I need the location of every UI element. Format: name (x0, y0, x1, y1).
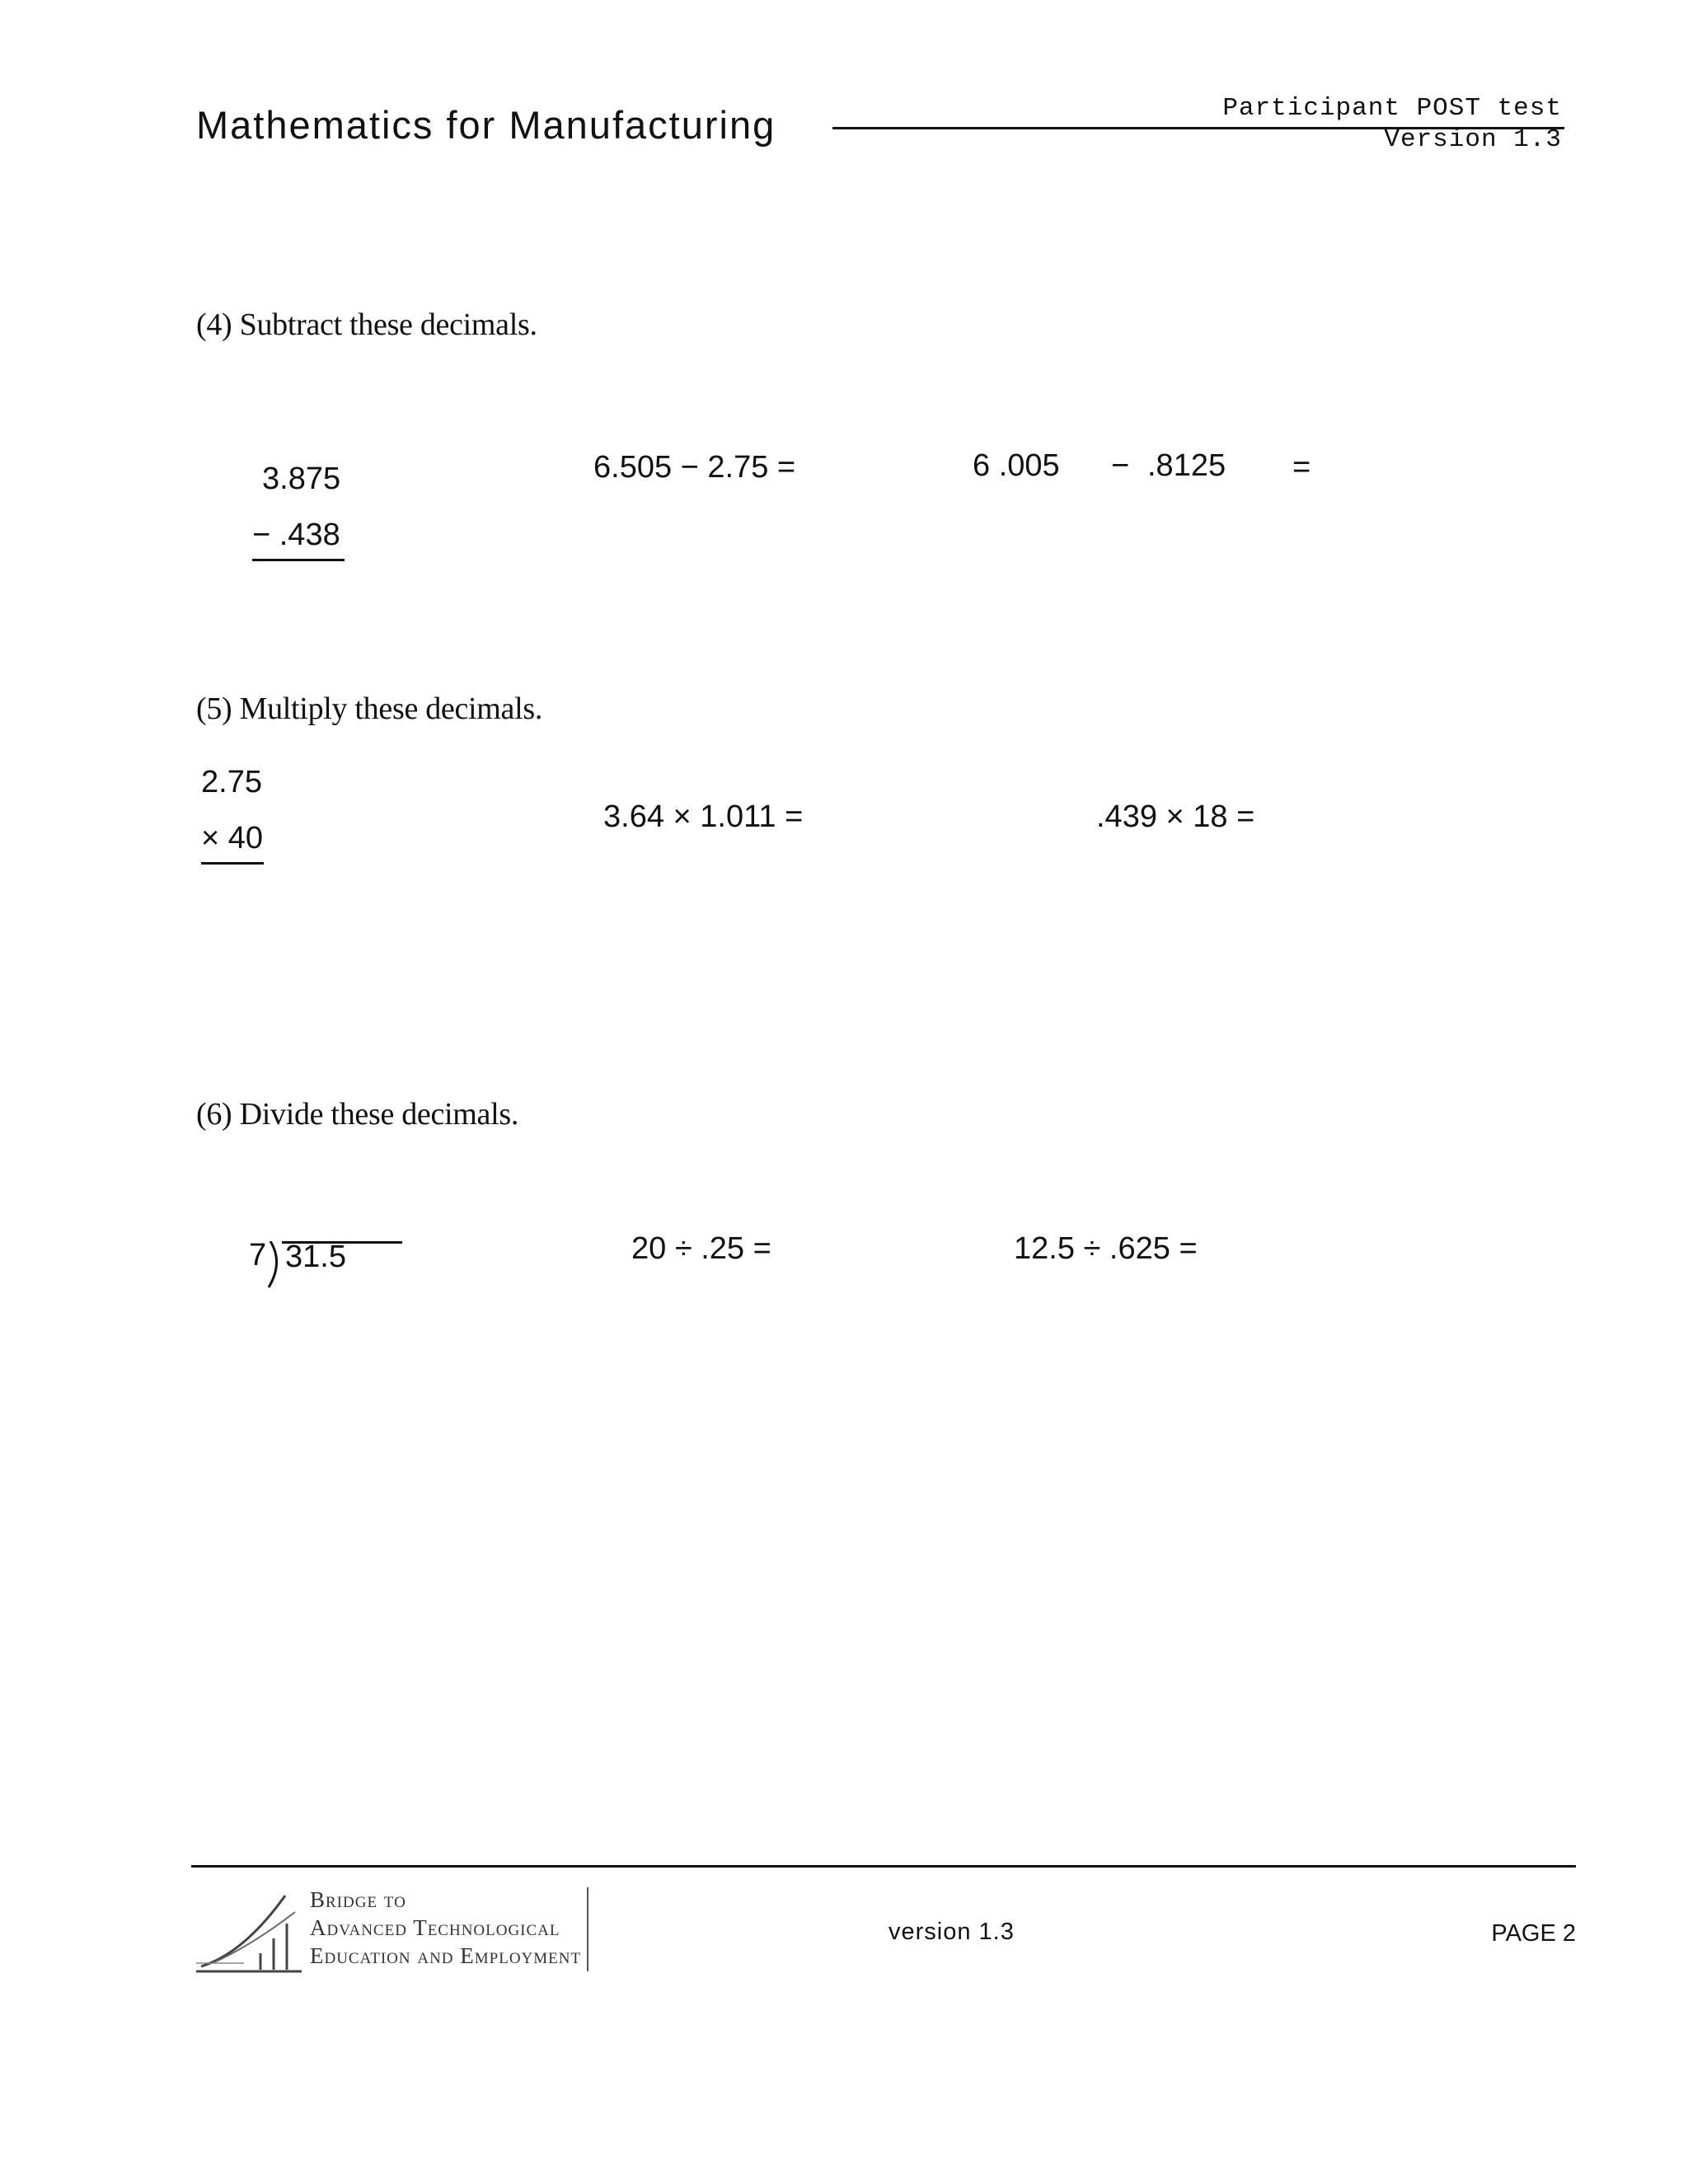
q4-problem-c-right: .8125 (1147, 448, 1226, 483)
q6-problem-b: 20 ÷ .25 = (631, 1231, 771, 1266)
q4-problem-b: 6.505 − 2.75 = (593, 450, 796, 485)
document-title: Mathematics for Manufacturing (196, 103, 776, 147)
footer-version: version 1.3 (889, 1919, 1015, 1945)
q4-problem-c-equals: = (1292, 450, 1311, 485)
q5-stacked-problem (201, 765, 284, 864)
bridge-logo-icon (195, 1887, 302, 1975)
logo-line-3: Education and Employment (310, 1943, 582, 1968)
q6-heading: (6) Divide these decimals. (196, 1097, 519, 1132)
q6-dividend: 31.5 (285, 1240, 346, 1274)
logo-line-2: Advanced Technological (310, 1915, 560, 1940)
q5-heading: (5) Multiply these decimals. (196, 691, 543, 726)
q4-problem-c-left: 6 .005 (973, 448, 1060, 483)
q4-stacked-bottom: − .438 (252, 518, 340, 552)
q4-stacked-problem (252, 462, 351, 560)
q4-problem-c-operator: − (1111, 448, 1130, 483)
header-test-label: Participant POST test (1222, 94, 1562, 123)
division-bracket (262, 1241, 287, 1289)
q5-stacked-rule (201, 862, 264, 865)
bridge-logo (195, 1887, 590, 1975)
q6-divisor: 7 (249, 1238, 267, 1272)
q5-stacked-bottom: × 40 (201, 821, 264, 855)
q4-heading: (4) Subtract these decimals. (196, 307, 537, 342)
logo-line-1: Bridge to (310, 1887, 406, 1912)
q4-stacked-rule (252, 559, 345, 561)
logo-divider (587, 1887, 588, 1971)
q6-problem-c: 12.5 ÷ .625 = (1014, 1231, 1198, 1266)
q5-problem-b: 3.64 × 1.011 = (603, 799, 804, 834)
q4-stacked-top: 3.875 (262, 462, 341, 496)
header-version-label: Version 1.3 (1384, 125, 1562, 154)
q5-problem-c: .439 × 18 = (1096, 799, 1255, 834)
q5-stacked-top: 2.75 (201, 765, 262, 799)
page-number: PAGE 2 (1491, 1920, 1576, 1947)
footer-rule (191, 1865, 1576, 1868)
